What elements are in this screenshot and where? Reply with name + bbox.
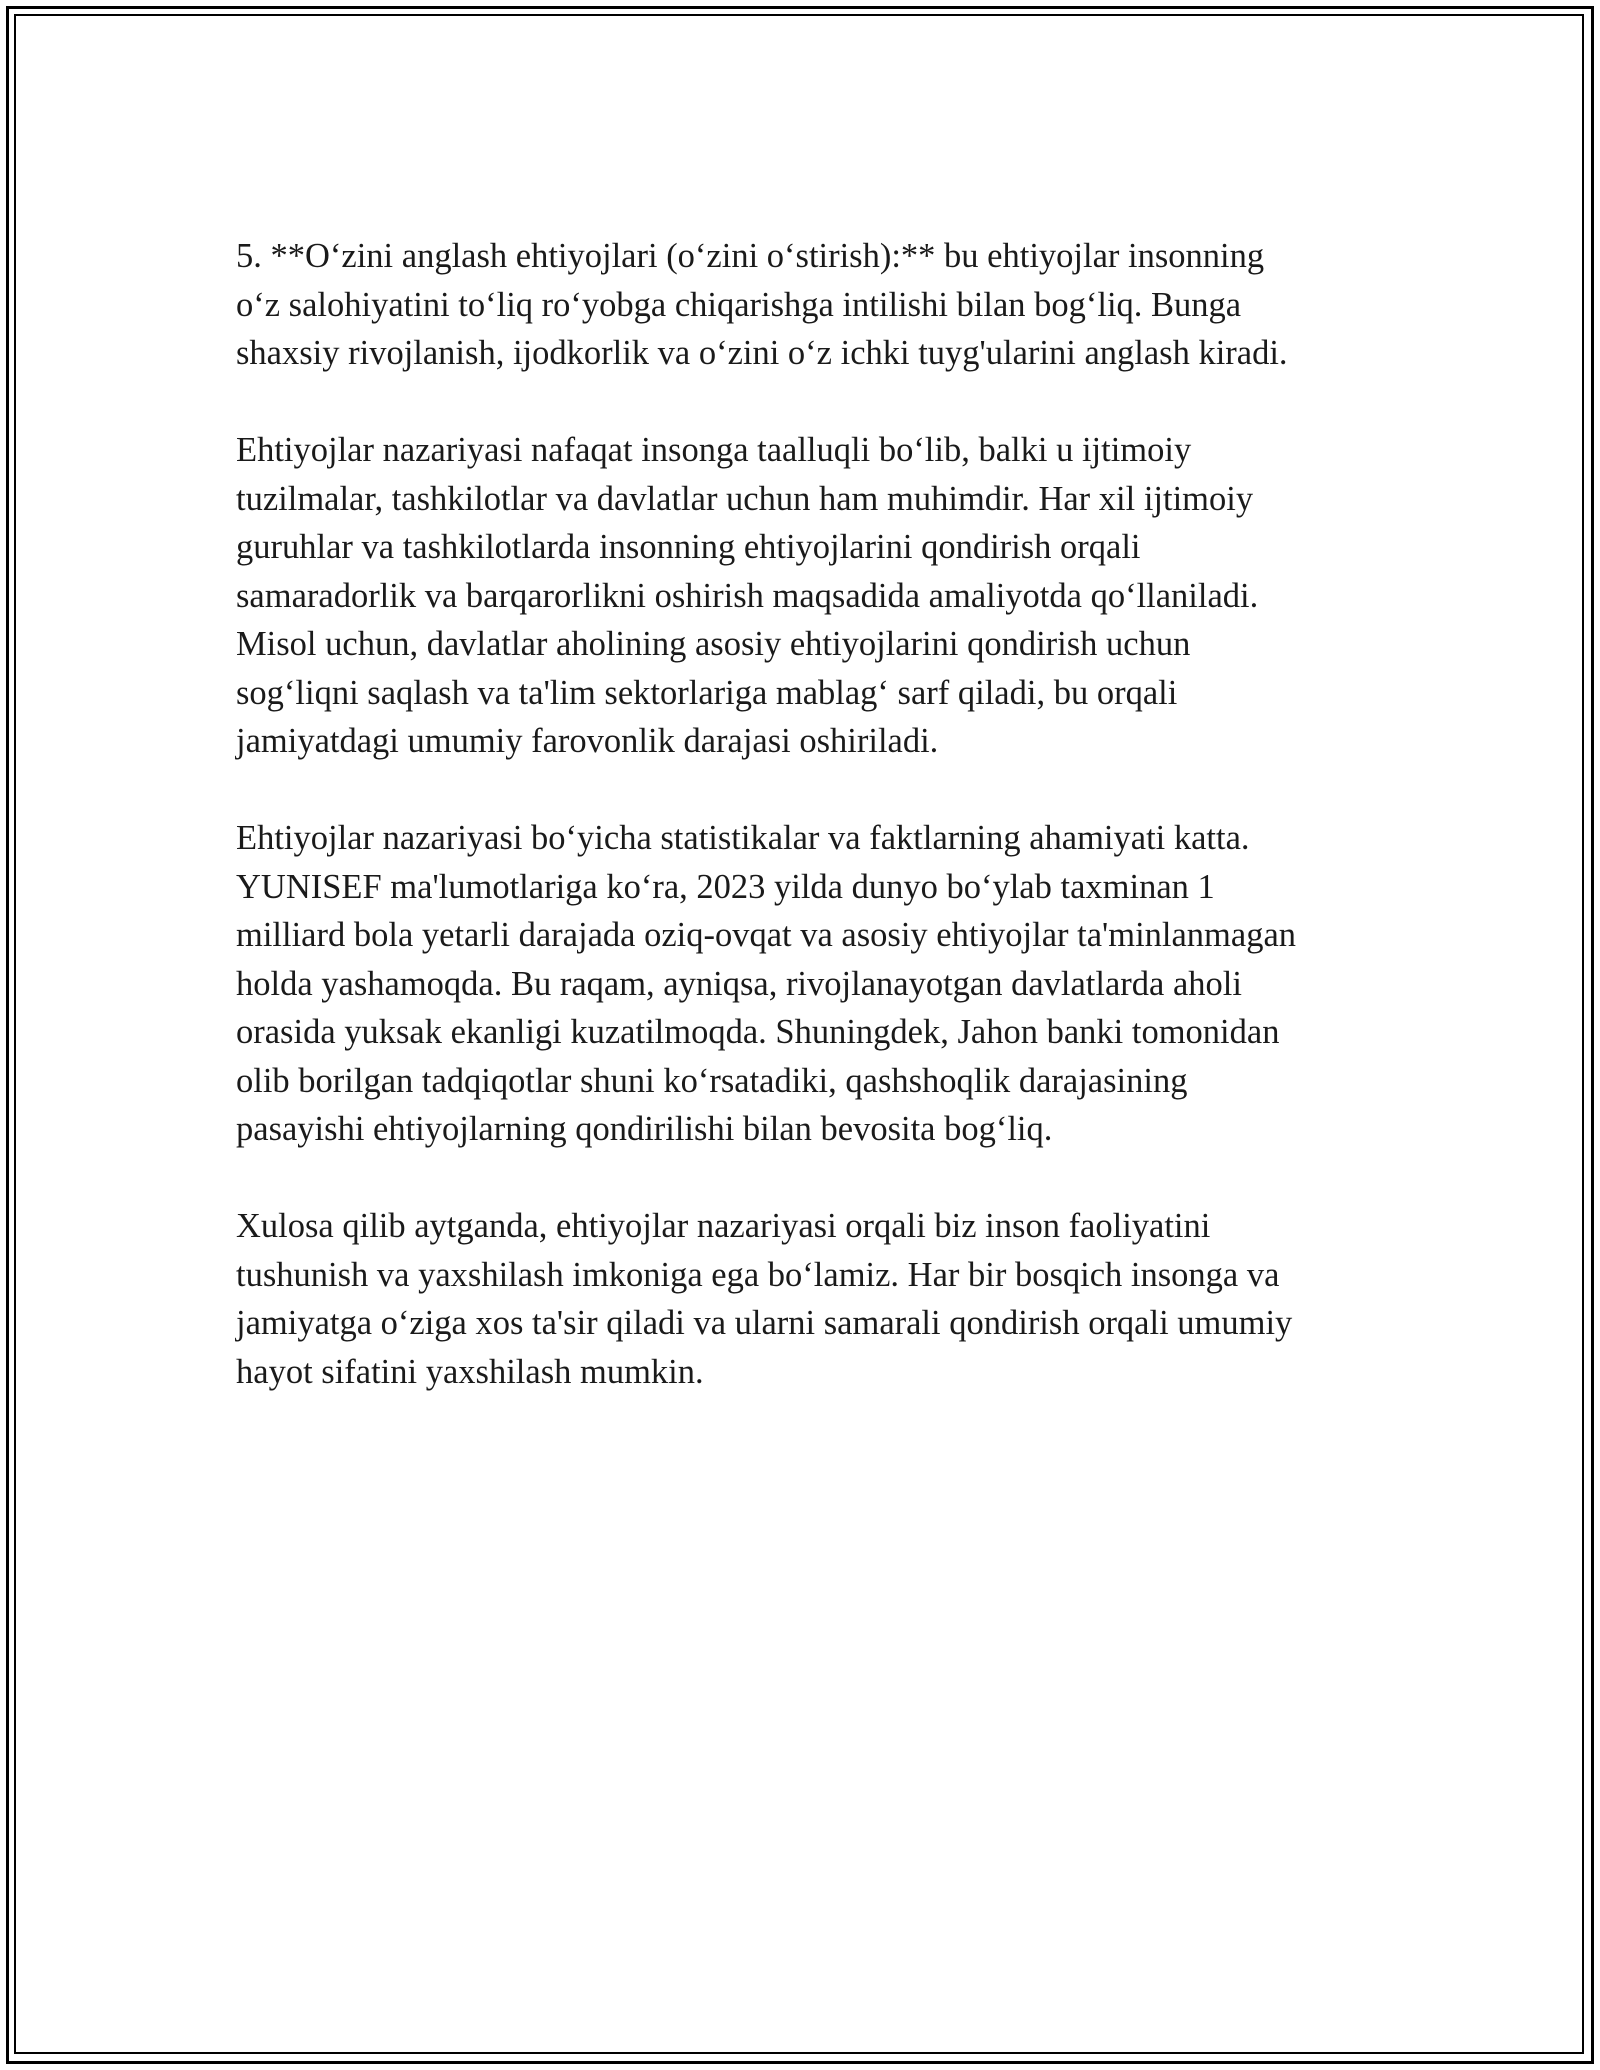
paragraph-statistics: Ehtiyojlar nazariyasi bo‘yicha statistikalar va faktlarning ahamiyati katta. YUNISEF ma'lumotlariga ko‘ra, 2023 yilda dunyo bo‘ylab taxminan 1 milliard bola yetarli darajada oziq-ovqat va asosiy ehtiyojlar ta'minlanmagan holda yashamoqda. Bu raqam, ayniqsa, rivojlanayotgan davlatlarda aholi orasida yuksak ekanligi kuzatilmoqda. Shuningdek, Jahon banki tomonidan olib borilgan tadqiqotlar shuni ko‘rsatadiki, qashshoqlik darajasining pasayishi ehtiyojlarning qondirilishi bilan bevosita bog‘liq. bbox=[236, 819, 1297, 1148]
document-body bbox=[236, 232, 1376, 1445]
paragraph-social-structures: Ehtiyojlar nazariyasi nafaqat insonga taalluqli bo‘lib, balki u ijtimoiy tuzilmalar, tashkilotlar va davlatlar uchun ham muhimdir. Har xil ijtimoiy guruhlar va tashkilotlarda insonning ehtiyojlarini qondirish orqali samaradorlik va barqarorlikni oshirish maqsadida amaliyotda qo‘llaniladi. Misol uchun, davlatlar aholining asosiy ehtiyojlarini qondirish uchun sog‘liqni saqlash va ta'lim sektorlariga mablag‘ sarf qiladi, bu orqali jamiyatdagi umumiy farovonlik darajasi oshiriladi. bbox=[236, 431, 1259, 760]
paragraph-conclusion: Xulosa qilib aytganda, ehtiyojlar nazariyasi orqali biz inson faoliyatini tushunish va yaxshilash imkoniga ega bo‘lamiz. Har bir bosqich insonga va jamiyatga o‘ziga xos ta'sir qiladi va ularni samarali qondirish orqali umumiy hayot sifatini yaxshilash mumkin. bbox=[236, 1207, 1293, 1391]
paragraph-self-actualization-needs: 5. **O‘zini anglash ehtiyojlari (o‘zini o‘stirish):** bu ehtiyojlar insonning o‘z salohiyatini to‘liq ro‘yobga chiqarishga intilishi bilan bog‘liq. Bunga shaxsiy rivojlanish, ijodkorlik va o‘zini o‘z ichki tuyg'ularini anglash kiradi. bbox=[236, 237, 1288, 372]
